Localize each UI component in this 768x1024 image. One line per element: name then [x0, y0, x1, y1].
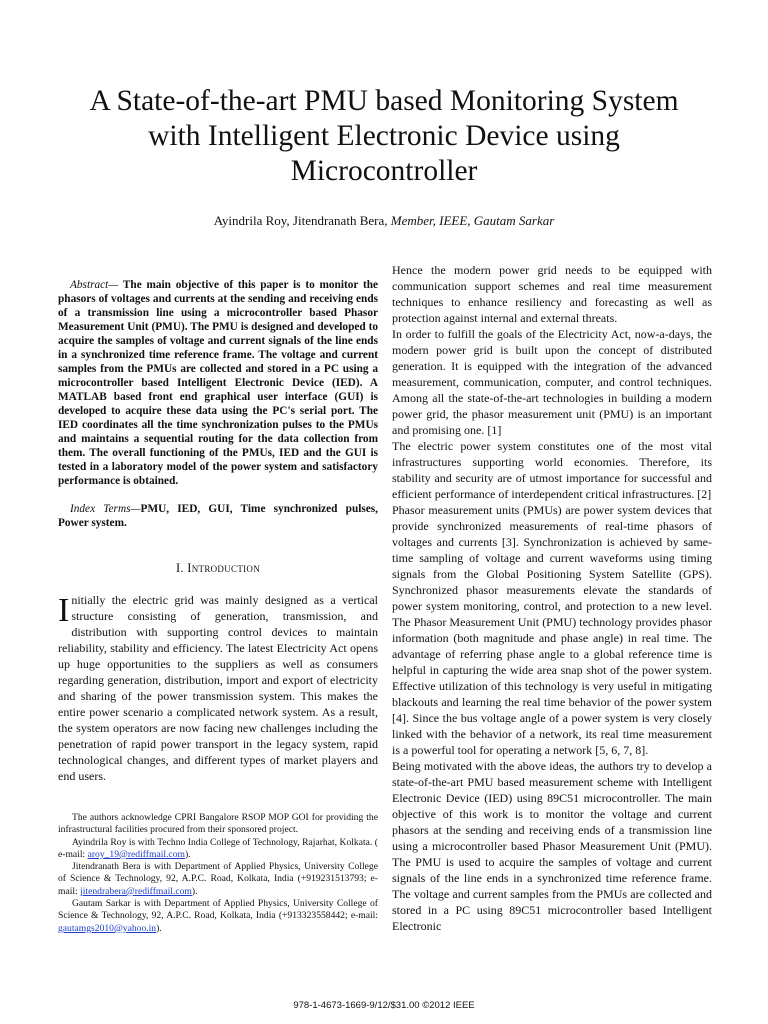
footnote-sarkar: [58, 898, 378, 935]
footnote-roy-text: Ayindrila Roy is with Techno India College of Technology, Rajarhat, Kolkata. ( e-mail:: [58, 836, 378, 860]
footnote-bera-text: Jitendranath Bera is with Department of Applied Physics, University College of Science & Technology, 92, A.P.C. Road, Kolkata, India (+919231513793; e-mail:: [58, 861, 378, 897]
page-footer: 978-1-4673-1669-9/12/$31.00 ©2012 IEEE: [293, 1000, 475, 1011]
section-heading-introduction: I. Introduction: [175, 561, 261, 575]
email-link-roy[interactable]: aroy_19@rediffmail.com: [87, 848, 185, 860]
index-terms-text: PMU, IED, GUI, Time synchronized pulses, Power system.: [58, 503, 378, 529]
body-paragraph: The electric power system constitutes one of the most vital infrastructures supporting world economies. Therefore, its stability and security are of utmost importance for successful and efficient performance of interdependent critical infrastructures. [2]: [392, 439, 712, 501]
footnote-sarkar-text: Gautam Sarkar is with Department of Applied Physics, University College of Science & Technology, 92, A.P.C. Road, Kolkata, India (+913323558442; e-mail:: [58, 898, 378, 922]
author-affiliation: Member, IEEE, Gautam Sarkar: [390, 213, 555, 228]
abstract-label: Abstract—: [70, 279, 119, 291]
author-footnotes: [58, 812, 378, 935]
paper-title: A State-of-the-art PMU based Monitoring System with Intelligent Electronic Device using Microcontroller: [89, 85, 679, 187]
index-terms-label: Index Terms—: [70, 503, 141, 515]
acknowledgement-note: The authors acknowledge CPRI Bangalore RSOP MOP GOI for providing the infrastructural facilities procured from their sponsored project.: [58, 812, 378, 836]
footnote-bera-close: ).: [191, 885, 198, 897]
drop-cap: I: [58, 592, 70, 629]
abstract: [58, 278, 378, 488]
index-terms: [58, 502, 378, 530]
right-column: [392, 262, 712, 934]
body-paragraph: In order to fulfill the goals of the Electricity Act, now-a-days, the modern power grid is built upon the concept of distributed generation. It is equipped with the integration of the advanced measurement, communication, computer, and control techniques. Among all the state-of-the-art technologies in building a modern power grid, the phasor measurement unit (PMU) is an important and promising one. [1]: [392, 327, 712, 437]
body-paragraph: Phasor measurement units (PMUs) are power system devices that provide synchronized measurements of real-time phasors of voltages and currents [3]. Synchronization is achieved by same-time sampling of voltage and current waveforms using timing signals from the Global Positioning System Satellite (GPS). Synchronized phasor measurements elevate the standards of power system monitoring, control, and protection to a new level. The Phasor Measurement Unit (PMU) technology provides phasor information (both magnitude and phase angle) in real time. The advantage of referring phase angle to a global reference time is helpful in capturing the wide area snap shot of the power system. Effective utilization of this technology is very useful in mitigating blackouts and learning the real time behavior of the power system [4]. Since the bus voltage angle of a power system is very closely linked with the behavior of a network, its real time measurement is a powerful tool for operating a network [5, 6, 7, 8].: [392, 503, 712, 757]
author-line: [60, 213, 708, 229]
footnote-roy: [58, 837, 378, 862]
footnote-roy-close: ).: [184, 848, 191, 860]
introduction-paragraph: [58, 592, 378, 784]
footnote-bera: [58, 861, 378, 898]
email-link-sarkar[interactable]: gautamgs2010@yahoo.in: [58, 922, 157, 934]
body-paragraph: Hence the modern power grid needs to be equipped with communication support schemes and real time measurement techniques to enhance resiliency and forecasting as well as protection against internal and external threats.: [392, 263, 712, 325]
author-names: Ayindrila Roy, Jitendranath Bera,: [213, 213, 388, 228]
abstract-text: The main objective of this paper is to monitor the phasors of voltages and currents at the sending and receiving ends of a transmission line using a microcontroller based Phasor Measurement Unit (PMU). The PMU is designed and developed to acquire the samples of voltage and current signals of the line ends in a synchronized time reference frame. The voltage and current samples from the PMUs are collected and stored in a PC using a microcontroller based Intelligent Electronic Device (IED). A MATLAB based front end graphical user interface (GUI) is developed to acquire these data using the PC's serial port. The IED coordinates all the time synchronization pulses to the PMUs and maintains a sequential routing for the data collection from them. The overall functioning of the PMUs, IED and the GUI is tested in a laboratory model of the power system and satisfactory performance is obtained.: [58, 279, 379, 487]
left-column: [58, 262, 378, 784]
body-paragraph: Being motivated with the above ideas, the authors try to develop a state-of-the-art PMU based measurement scheme with Intelligent Electronic Device (IED) using 89C51 microcontroller. The main objective of this work is to monitor the voltage and current phasors at the sending and receiving ends of a transmission line using a microcontroller based Phasor Measurement Unit (PMU). The PMU is used to acquire the samples of voltage and current signals of the line ends in a synchronized time reference frame. The voltage and current samples from the PMUs are collected and stored in a PC using 89C51 microcontroller based Intelligent Electronic: [392, 759, 712, 933]
footnote-sarkar-close: ).: [156, 922, 162, 934]
introduction-text: nitially the electric grid was mainly designed as a vertical structure consisting of generation, transmission, and distribution with supporting control devices to maintain reliability, stability and efficiency. The latest Electricity Act opens up huge opportunities to the suppliers as well as consumers regarding generation, distribution, import and export of electricity and sharing of the power transmission system. This makes the entire power scenario a complicated network system. As a result, the system operators are now facing new challenges including the penetration of rapid power transport in the legacy system, rapid technological changes, and different types of market players and end users.: [58, 593, 378, 783]
email-link-bera[interactable]: jitendrabera@rediffmail.com: [80, 885, 192, 897]
